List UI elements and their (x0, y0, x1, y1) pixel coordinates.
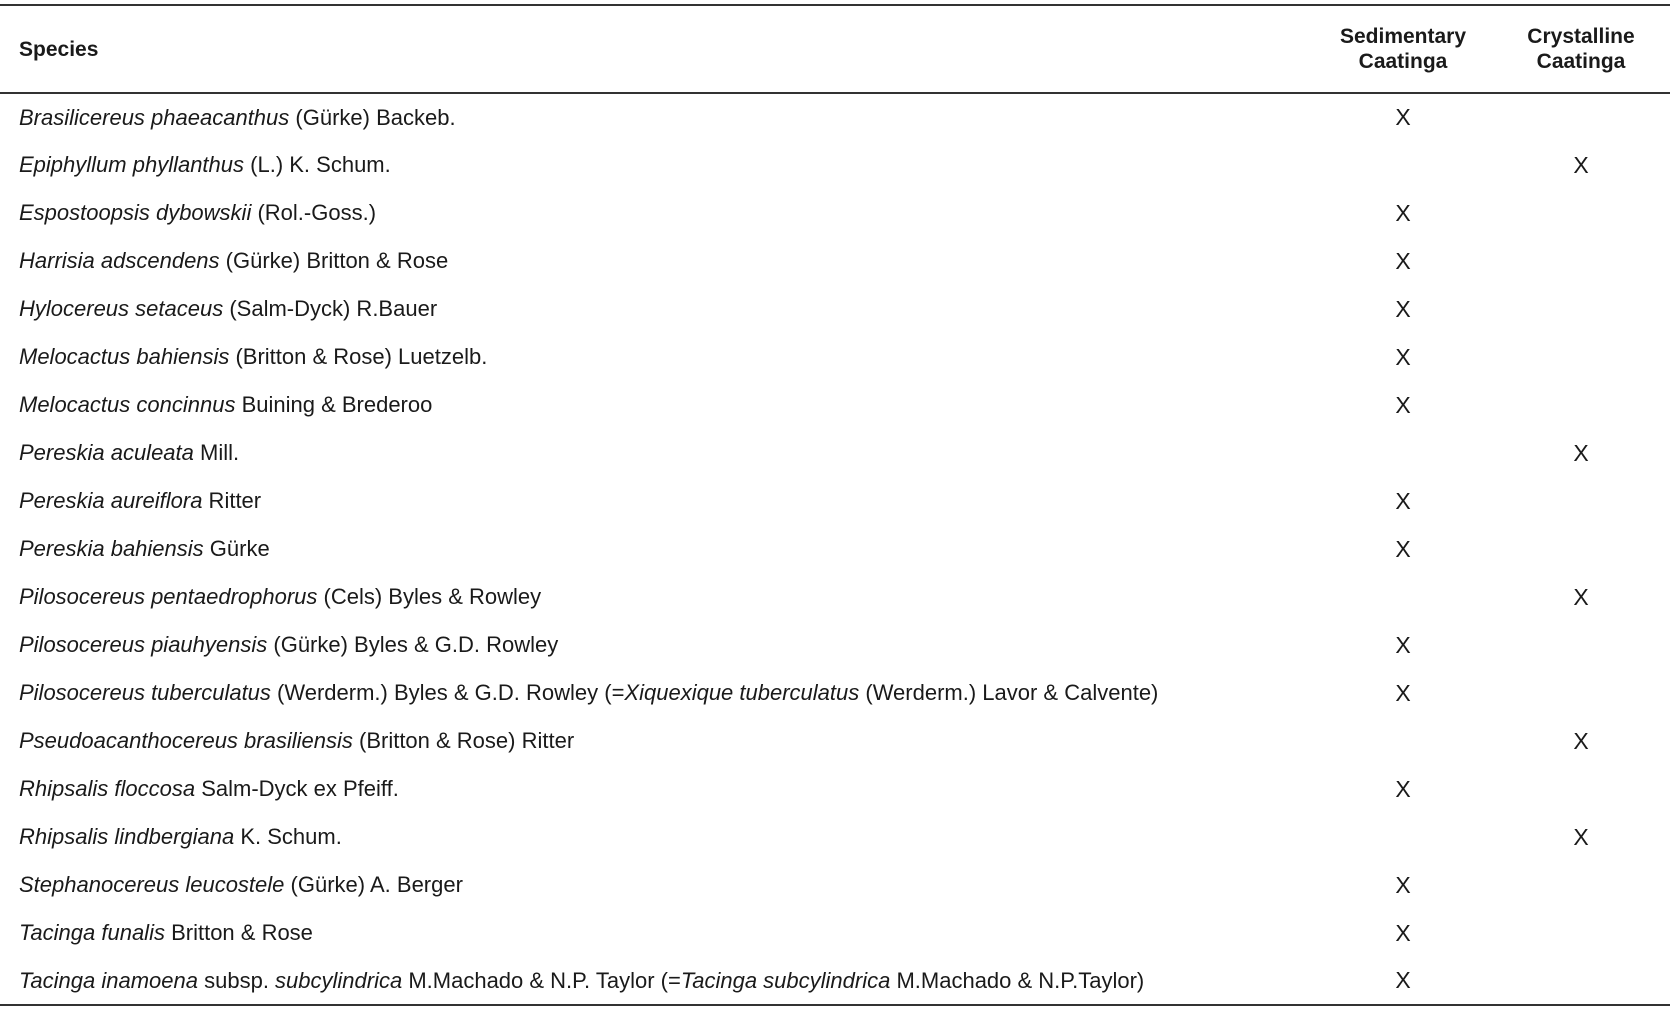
sedimentary-caatinga-mark: X (1395, 391, 1411, 418)
species-name-segment: (Werderm.) Byles & G.D. Rowley (= (270, 680, 625, 705)
species-name-segment: K. Schum. (234, 824, 342, 849)
table-row (0, 717, 1670, 765)
species-name-segment: (Gürke) Byles & G.D. Rowley (267, 632, 559, 657)
species-name-italic-segment: Tacinga funalis (19, 920, 165, 945)
crystalline-caatinga-mark (1492, 957, 1670, 1005)
crystalline-caatinga-mark: X (1573, 439, 1589, 466)
species-name-cell (0, 717, 1314, 765)
header-crystalline-line-2: Caatinga (1536, 50, 1626, 73)
species-name-italic-segment: Hylocereus setaceus (19, 296, 224, 321)
sedimentary-caatinga-mark: X (1395, 679, 1411, 706)
table-row (0, 93, 1670, 141)
sedimentary-caatinga-mark: X (1395, 967, 1411, 993)
sedimentary-caatinga-mark: X (1395, 247, 1411, 274)
species-name-cell (0, 765, 1314, 813)
crystalline-caatinga-mark (1492, 93, 1670, 141)
species-name-italic-segment: Tacinga inamoena (19, 967, 198, 993)
species-name-italic-segment: Pilosocereus pentaedrophorus (19, 584, 318, 609)
sedimentary-caatinga-mark: X (1395, 535, 1411, 562)
sedimentary-caatinga-mark: X (1395, 631, 1411, 658)
species-name-cell (0, 621, 1314, 669)
species-name-italic-segment: Pereskia aureiflora (19, 488, 203, 513)
sedimentary-caatinga-mark: X (1395, 919, 1411, 946)
species-name-segment: (L.) K. Schum. (244, 152, 391, 177)
species-name-segment: (Salm-Dyck) R.Bauer (223, 296, 438, 321)
table-row (0, 477, 1670, 525)
crystalline-caatinga-mark (1492, 909, 1670, 957)
table-row (0, 429, 1670, 477)
crystalline-caatinga-mark: X (1573, 151, 1589, 178)
crystalline-caatinga-mark (1492, 285, 1670, 333)
species-name-italic-segment: Pereskia bahiensis (19, 536, 204, 561)
table-row (0, 141, 1670, 189)
crystalline-caatinga-mark (1492, 525, 1670, 573)
crystalline-caatinga-mark (1492, 765, 1670, 813)
table-body (0, 93, 1670, 1005)
header-sedimentary-line-2: Caatinga (1358, 50, 1448, 73)
species-name-cell (0, 285, 1314, 333)
species-name-segment: Gürke (203, 536, 270, 561)
species-name-italic-segment: Xiquexique tuberculatus (624, 680, 860, 705)
species-name-italic-segment: Brasilicereus phaeacanthus (19, 104, 290, 130)
table-row (0, 669, 1670, 717)
sedimentary-caatinga-mark: X (1395, 343, 1411, 370)
species-name-italic-segment: Stephanocereus leucostele (19, 872, 285, 897)
species-name-segment: (Gürke) Backeb. (289, 104, 456, 130)
species-name-italic-segment: Pilosocereus piauhyensis (19, 632, 268, 657)
table-row (0, 765, 1670, 813)
species-name-cell (0, 669, 1314, 717)
sedimentary-caatinga-mark (1314, 429, 1492, 477)
species-name-segment: (Gürke) A. Berger (284, 872, 463, 897)
species-name-segment: M.Machado & N.P. Taylor (= (402, 967, 681, 993)
species-name-cell (0, 141, 1314, 189)
species-name-segment: (Rol.-Goss.) (251, 200, 377, 225)
table-header (0, 5, 1670, 93)
sedimentary-caatinga-mark: X (1395, 871, 1411, 898)
species-name-segment: Salm-Dyck ex Pfeiff. (195, 776, 399, 801)
table-row (0, 573, 1670, 621)
species-name-italic-segment: Melocactus bahiensis (19, 344, 230, 369)
table-row (0, 333, 1670, 381)
species-name-cell (0, 333, 1314, 381)
species-name-cell (0, 957, 1314, 1005)
header-species: Species (19, 37, 99, 61)
crystalline-caatinga-mark (1492, 381, 1670, 429)
sedimentary-caatinga-mark: X (1395, 295, 1411, 322)
species-name-segment: Ritter (202, 488, 262, 513)
table-row (0, 909, 1670, 957)
species-name-italic-segment: Pilosocereus tuberculatus (19, 680, 271, 705)
species-name-cell (0, 477, 1314, 525)
table-row (0, 525, 1670, 573)
species-name-cell (0, 189, 1314, 237)
species-name-italic-segment: Pseudoacanthocereus brasiliensis (19, 728, 353, 753)
species-name-cell (0, 573, 1314, 621)
species-name-italic-segment: Epiphyllum phyllanthus (19, 152, 245, 177)
species-name-cell (0, 861, 1314, 909)
sedimentary-caatinga-mark: X (1395, 487, 1411, 514)
species-name-cell (0, 93, 1314, 141)
crystalline-caatinga-mark (1492, 237, 1670, 285)
species-name-cell (0, 381, 1314, 429)
sedimentary-caatinga-mark: X (1395, 104, 1411, 130)
species-name-italic-segment: Rhipsalis lindbergiana (19, 824, 235, 849)
species-name-segment: (Cels) Byles & Rowley (317, 584, 542, 609)
species-name-segment: (Britton & Rose) Ritter (352, 728, 575, 753)
crystalline-caatinga-mark (1492, 333, 1670, 381)
table-row (0, 861, 1670, 909)
species-name-cell (0, 909, 1314, 957)
species-occurrence-table (0, 4, 1670, 1006)
crystalline-caatinga-mark (1492, 861, 1670, 909)
species-name-italic-segment: Rhipsalis floccosa (19, 776, 196, 801)
species-name-segment: Britton & Rose (164, 920, 313, 945)
species-name-cell (0, 429, 1314, 477)
crystalline-caatinga-mark: X (1573, 823, 1589, 850)
crystalline-caatinga-mark (1492, 669, 1670, 717)
table-row (0, 621, 1670, 669)
species-name-segment: (Gürke) Britton & Rose (219, 248, 449, 273)
sedimentary-caatinga-mark: X (1395, 775, 1411, 802)
crystalline-caatinga-mark: X (1573, 583, 1589, 610)
table-row (0, 189, 1670, 237)
table-row (0, 237, 1670, 285)
header-sedimentary-caatinga (1314, 5, 1492, 93)
header-crystalline-caatinga (1492, 5, 1670, 93)
sedimentary-caatinga-mark: X (1395, 199, 1411, 226)
species-name-italic-segment: Melocactus concinnus (19, 392, 236, 417)
table-row (0, 381, 1670, 429)
species-name-italic-segment: Harrisia adscendens (19, 248, 220, 273)
sedimentary-caatinga-mark (1314, 573, 1492, 621)
sedimentary-caatinga-mark (1314, 141, 1492, 189)
table-row (0, 813, 1670, 861)
species-name-segment: (Werderm.) Lavor & Calvente) (859, 680, 1159, 705)
crystalline-caatinga-mark (1492, 621, 1670, 669)
species-name-segment: M.Machado & N.P.Taylor) (890, 967, 1145, 993)
header-row (0, 5, 1670, 93)
species-name-segment: subsp. (198, 967, 276, 993)
species-name-segment: (Britton & Rose) Luetzelb. (229, 344, 488, 369)
table-row (0, 957, 1670, 1005)
species-name-cell (0, 813, 1314, 861)
species-name-cell (0, 237, 1314, 285)
species-name-italic-segment: Espostoopsis dybowskii (19, 200, 252, 225)
header-crystalline-line-1: Crystalline (1527, 25, 1635, 48)
species-name-segment: Buining & Brederoo (235, 392, 433, 417)
crystalline-caatinga-mark (1492, 189, 1670, 237)
species-name-italic-segment: Tacinga subcylindrica (680, 967, 891, 993)
species-name-segment: Mill. (193, 440, 240, 465)
header-sedimentary-line-1: Sedimentary (1339, 25, 1467, 48)
sedimentary-caatinga-mark (1314, 717, 1492, 765)
sedimentary-caatinga-mark (1314, 813, 1492, 861)
crystalline-caatinga-mark (1492, 477, 1670, 525)
table-row (0, 285, 1670, 333)
species-name-italic-segment: subcylindrica (275, 967, 403, 993)
species-name-cell (0, 525, 1314, 573)
crystalline-caatinga-mark: X (1573, 727, 1589, 754)
species-name-italic-segment: Pereskia aculeata (19, 440, 194, 465)
